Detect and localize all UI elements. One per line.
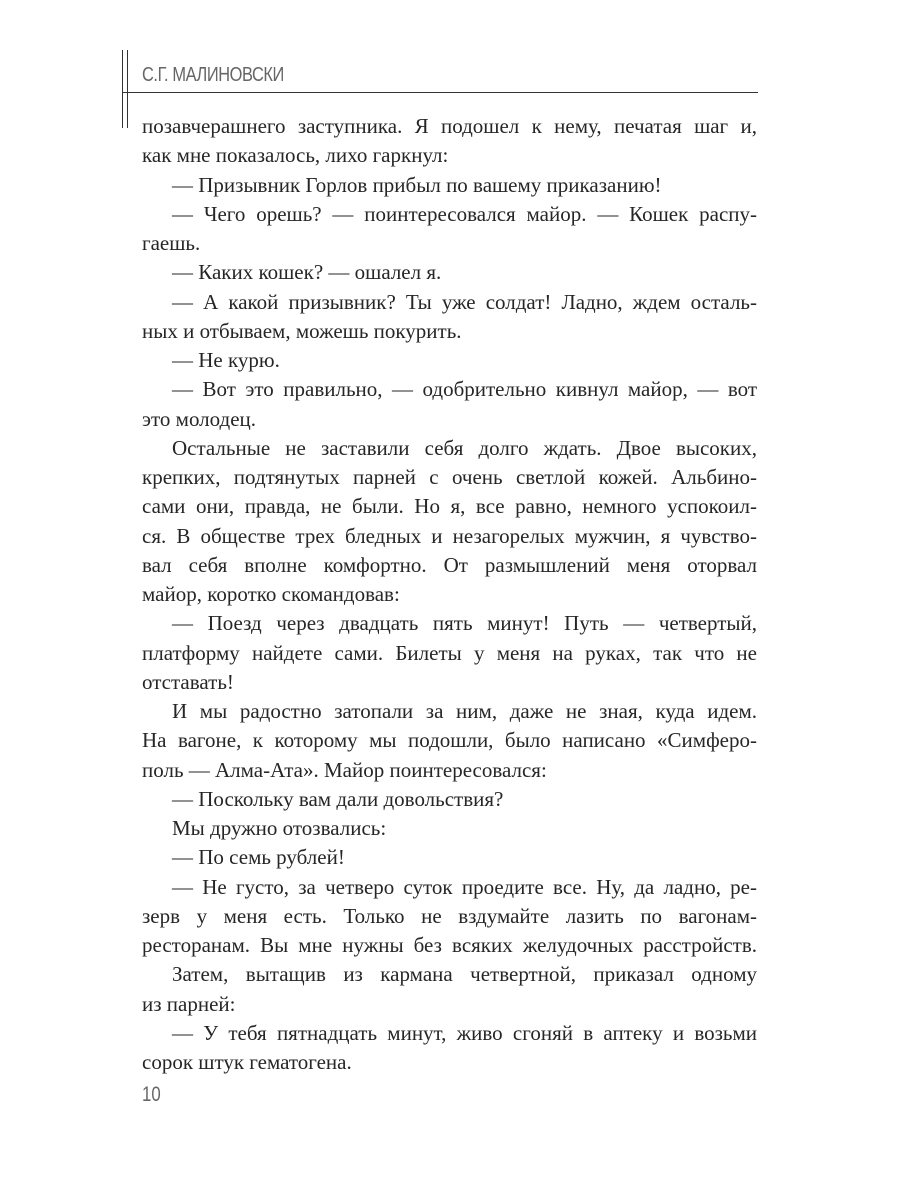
- text-line: ся. В обществе трех бледных и незагорелых мужчин, я чувство-: [142, 523, 757, 548]
- text-line: майор, коротко скомандовав:: [142, 582, 400, 606]
- text-line: На вагоне, к которому мы подошли, было написано «Симферо-: [142, 728, 757, 753]
- text-line: — По семь рублей!: [172, 845, 345, 870]
- text-line: — У тебя пятнадцать минут, живо сгоняй в аптеку и возьми: [172, 1020, 757, 1045]
- header-vertical-rule-inner: [127, 50, 128, 128]
- text-line: Затем, вытащив из кармана четвертной, приказал одному: [172, 962, 757, 987]
- text-line: И мы радостно затопали за ним, даже не зная, куда идем.: [172, 699, 757, 723]
- text-line: — Призывник Горлов прибыл по вашему приказанию!: [172, 172, 662, 197]
- text-line: — Поезд через двадцать пять минут! Путь — четвертый,: [172, 611, 757, 636]
- running-header-author: С.Г. МАЛИНОВСКИ: [142, 64, 284, 86]
- page-number: 10: [142, 1083, 161, 1106]
- text-line: платформу найдете сами. Билеты у меня на руках, так что не: [142, 640, 757, 665]
- text-line: сами они, правда, не были. Но я, все равно, немного успокоил-: [142, 494, 757, 519]
- text-line: — Не густо, за четверо суток проедите все. Ну, да ладно, ре-: [172, 874, 757, 899]
- text-line: как мне показалось, лихо гаркнул:: [142, 143, 449, 168]
- text-line: гаешь.: [142, 231, 201, 255]
- text-line: из парней:: [142, 991, 236, 1016]
- page-body-text: [142, 112, 757, 1077]
- text-line: — Не курю.: [172, 348, 280, 372]
- text-line: — Поскольку вам дали довольствия?: [172, 786, 504, 811]
- text-line: ресторанам. Вы мне нужны без всяких желудочных расстройств.: [142, 933, 757, 957]
- text-line: крепких, подтянутых парней с очень светлой кожей. Альбино-: [142, 465, 757, 489]
- text-line: ных и отбываем, можешь покурить.: [142, 318, 462, 343]
- header-vertical-rule-outer: [122, 50, 123, 128]
- text-line: Мы дружно отозвались:: [172, 816, 387, 840]
- text-line: поль — Алма-Ата». Майор поинтересовался:: [142, 757, 547, 782]
- text-line: Остальные не заставили себя долго ждать. Двое высоких,: [172, 435, 757, 460]
- text-line: — Чего орешь? — поинтересовался майор. — Кошек распу-: [172, 201, 757, 226]
- text-line: — Вот это правильно, — одобрительно кивнул майор, — вот: [172, 377, 757, 402]
- text-line: — Каких кошек? — ошалел я.: [172, 260, 442, 285]
- text-line: это молодец.: [142, 406, 257, 431]
- header-horizontal-rule: [122, 92, 758, 93]
- text-line: отставать!: [142, 669, 234, 694]
- text-line: зерв у меня есть. Только не вздумайте лазить по вагонам-: [142, 903, 757, 928]
- text-line: позавчерашнего заступника. Я подошел к нему, печатая шаг и,: [142, 114, 757, 138]
- text-line: вал себя вполне комфортно. От размышлений меня оторвал: [142, 552, 757, 577]
- text-line: сорок штук гематогена.: [142, 1050, 352, 1074]
- text-line: — А какой призывник? Ты уже солдат! Ладно, ждем осталь-: [172, 289, 757, 314]
